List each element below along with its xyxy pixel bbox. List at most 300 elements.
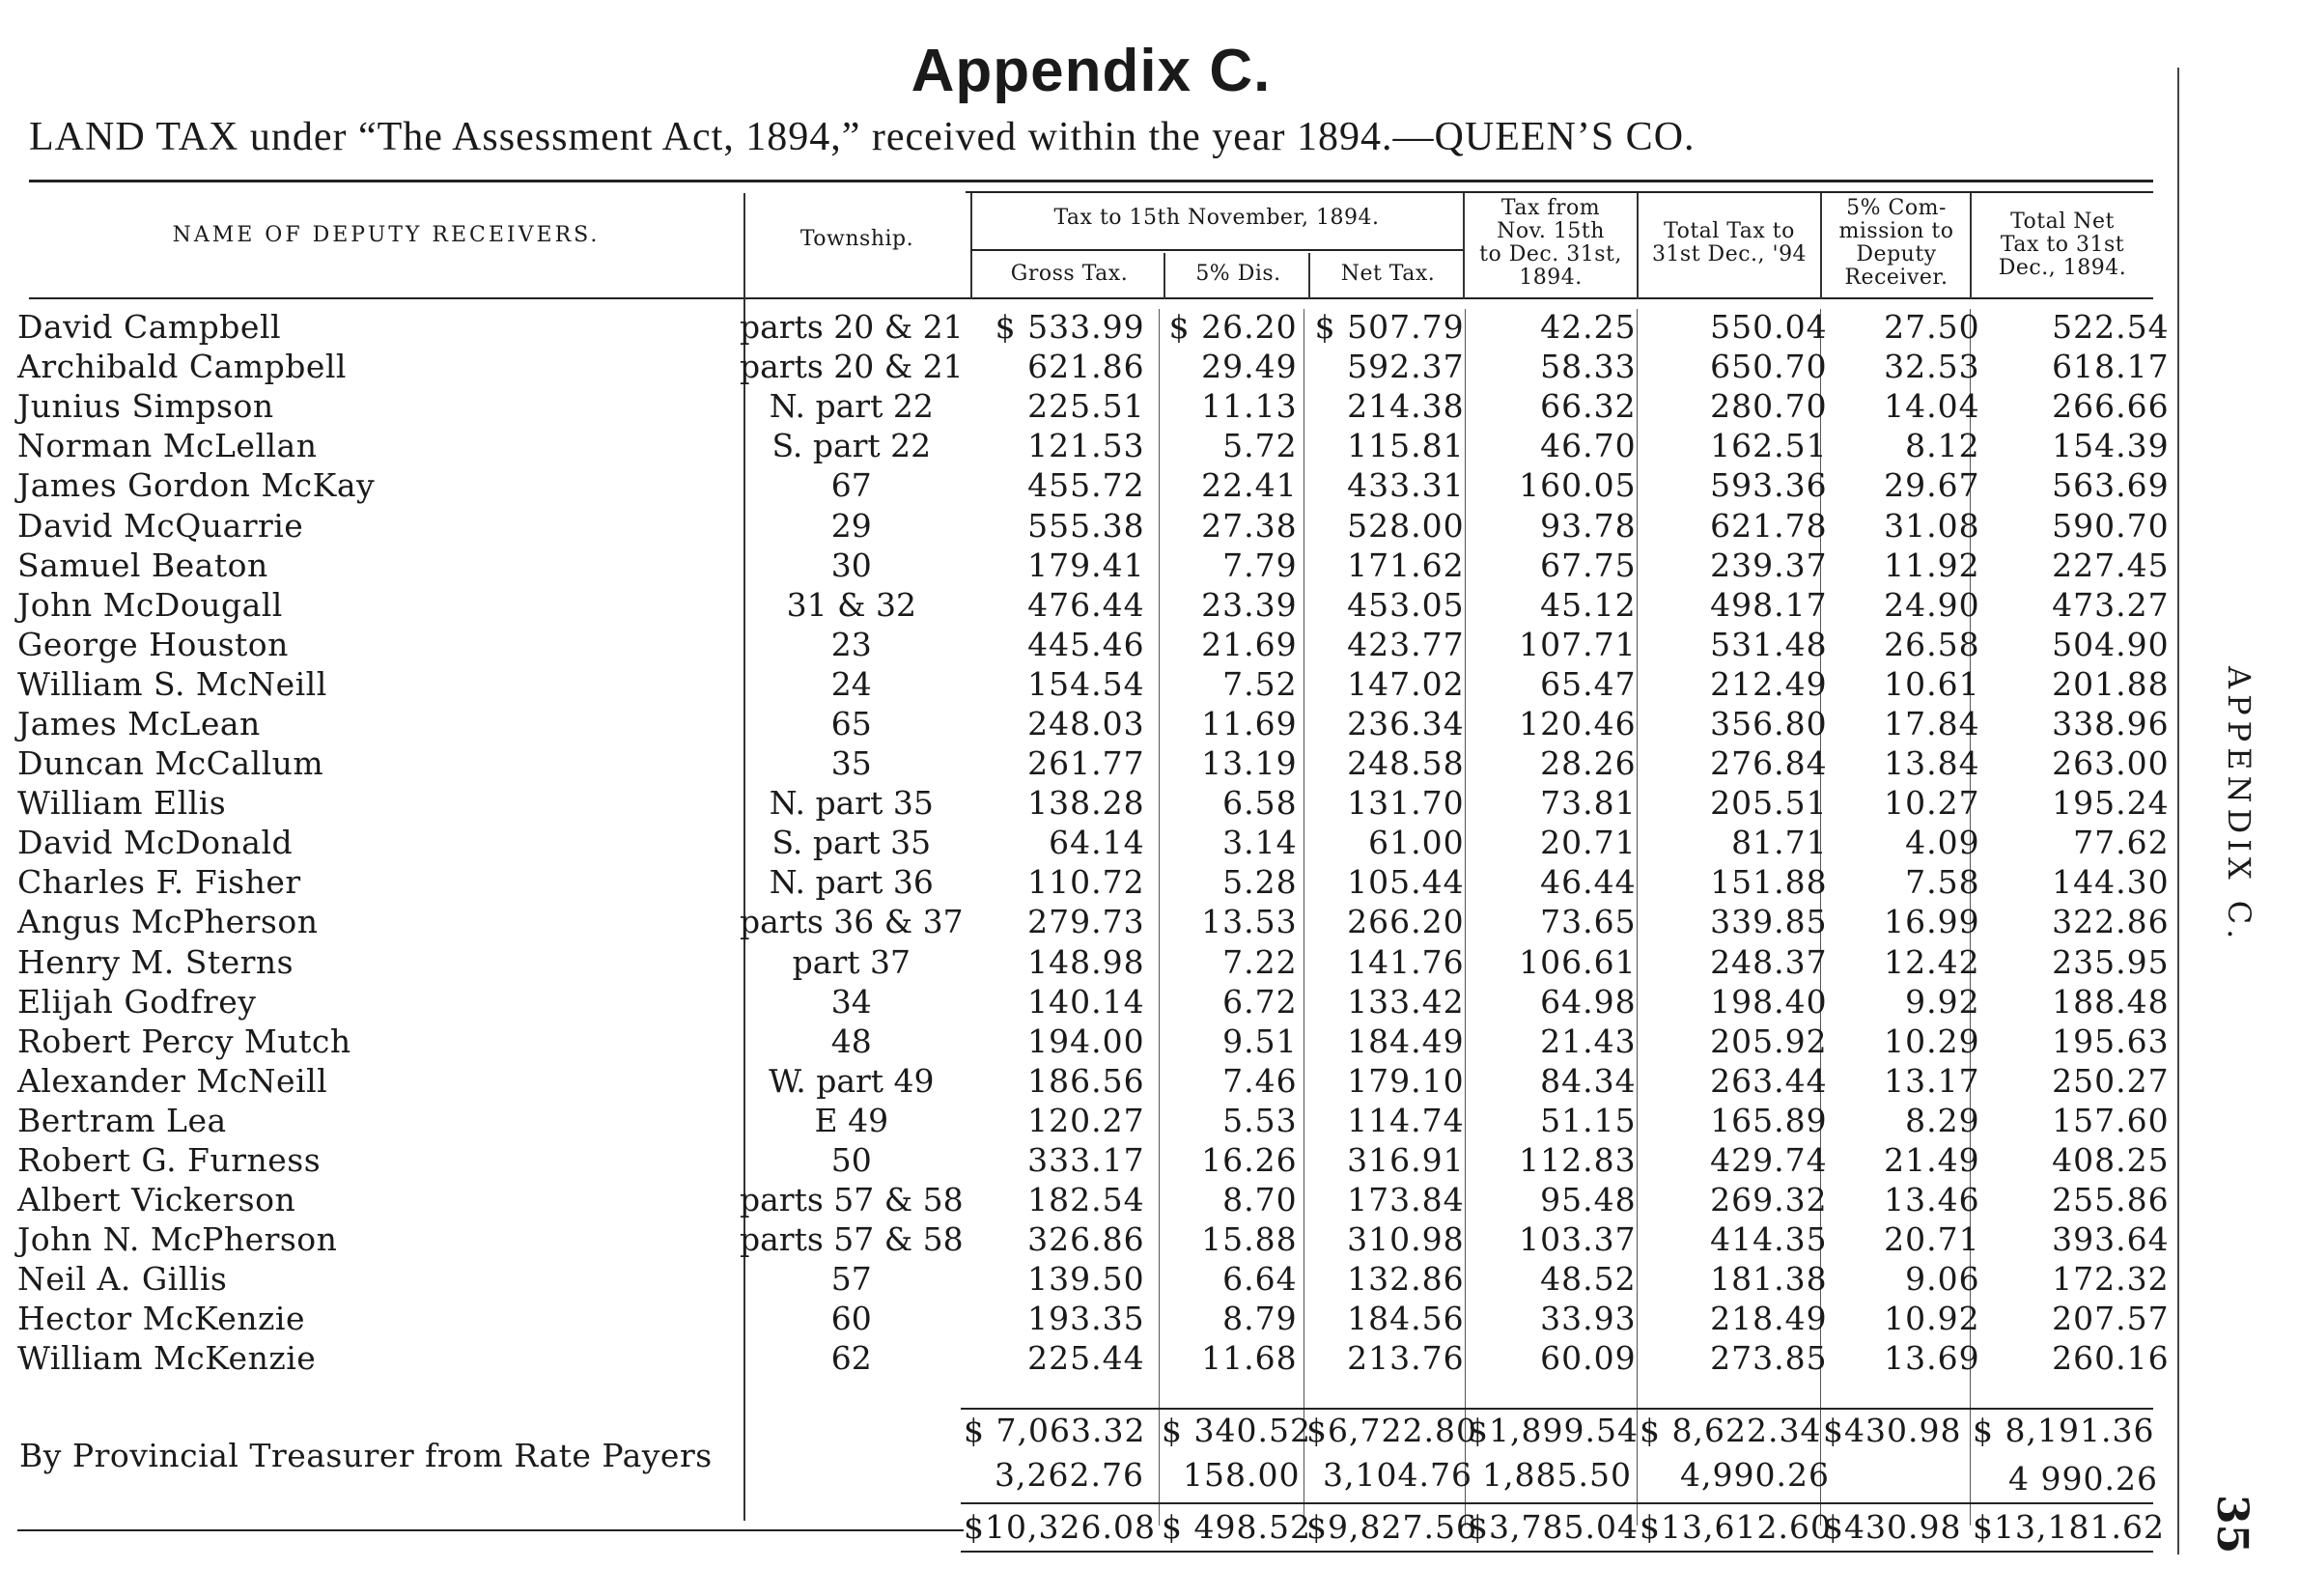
table-row [17,505,2177,545]
row-commission: 9.06 [1905,1260,1980,1299]
row-total: 593.36 [1710,466,1828,505]
row-net: 133.42 [1347,982,1465,1021]
table-row [17,862,2177,902]
row-name: William S. McNeill [17,664,327,703]
header-top-rule [29,180,2153,182]
row-dis: 23.39 [1201,585,1298,624]
row-gross: 154.54 [1027,664,1145,703]
row-total: 269.32 [1710,1181,1828,1219]
row-township: part 37 [792,942,911,981]
row-total-net: 473.27 [2052,585,2170,624]
row-from-nov: 20.71 [1540,824,1637,862]
row-commission: 26.58 [1884,625,1980,663]
provincial-total: 4,990.26 [1680,1456,1830,1494]
table-row [17,625,2177,664]
header-from-nov-line: Tax from [1500,196,1601,220]
row-dis: 22.41 [1201,466,1298,505]
row-from-nov: 160.05 [1519,466,1637,505]
row-total: 550.04 [1710,308,1828,347]
row-commission: 13.17 [1884,1061,1980,1100]
row-total-net: 250.27 [2052,1061,2170,1100]
col-divider [1970,193,1972,299]
row-net: 114.74 [1347,1101,1465,1139]
row-commission: 13.84 [1884,744,1980,783]
row-from-nov: 46.70 [1540,427,1637,465]
row-from-nov: 66.32 [1540,387,1637,426]
row-net: 184.56 [1347,1300,1465,1338]
col-divider [1164,253,1165,299]
row-total-net: 563.69 [2052,466,2170,505]
row-total-net: 618.17 [2052,348,2170,386]
row-net: 61.00 [1368,824,1465,862]
row-gross: 138.28 [1027,784,1145,823]
row-net: 433.31 [1347,466,1465,505]
row-net: $ 507.79 [1314,308,1465,347]
row-commission: 14.04 [1884,387,1980,426]
row-total: 498.17 [1710,585,1828,624]
row-total: 531.48 [1710,625,1828,663]
table-row [17,942,2177,982]
header-from-nov [1466,197,1636,290]
row-township: parts 20 & 21 [740,308,964,347]
row-total-net: 172.32 [2052,1260,2170,1299]
table-row [17,1338,2177,1378]
row-commission: 10.29 [1884,1022,1980,1060]
row-township: parts 57 & 58 [740,1181,964,1219]
grand-total-net: $9,827.56 [1306,1508,1477,1546]
row-dis: 7.79 [1222,546,1298,584]
row-total: 280.70 [1710,387,1828,426]
row-commission: 10.27 [1884,784,1980,823]
row-gross: 148.98 [1027,942,1145,981]
header-total-net [1973,210,2152,280]
grand-total-rule [961,1551,2153,1553]
row-from-nov: 46.44 [1540,863,1637,902]
table-row [17,426,2177,465]
row-total: 205.51 [1710,784,1828,823]
row-from-nov: 95.48 [1540,1181,1637,1219]
table-row [17,783,2177,823]
row-net: 423.77 [1347,625,1465,663]
row-gross: 225.44 [1027,1339,1145,1378]
table-row [17,823,2177,862]
row-township: W. part 49 [769,1061,935,1100]
row-name: Junius Simpson [17,387,274,426]
table-row [17,902,2177,941]
ledger-table [17,307,2177,1379]
ledger-body [17,307,2177,1379]
row-total: 248.37 [1710,942,1828,981]
row-gross: 555.38 [1027,506,1145,545]
page-subtitle: LAND TAX under “The Assessment Act, 1894,” received within the year 1894.—QUEEN’S CO. [29,115,1696,159]
table-row [17,982,2177,1022]
header-total-net-line: Total Net [2010,210,2115,234]
row-commission: 8.29 [1905,1101,1980,1139]
row-dis: 8.79 [1222,1300,1298,1338]
row-total-net: 77.62 [2073,824,2170,862]
row-net: 453.05 [1347,585,1465,624]
row-commission: 12.42 [1884,942,1980,981]
row-township: parts 57 & 58 [740,1220,964,1259]
header-gross: Gross Tax. [1010,262,1129,286]
row-township: 57 [830,1260,872,1299]
header-from-nov-line: 1894. [1519,266,1583,290]
provincial-rule [961,1502,2153,1504]
row-name: Archibald Campbell [17,348,347,386]
row-from-nov: 107.71 [1519,625,1637,663]
table-row [17,1022,2177,1061]
row-from-nov: 33.93 [1540,1300,1637,1338]
row-from-nov: 64.98 [1540,982,1637,1021]
subtotal-net: $6,722.80 [1306,1412,1477,1449]
row-from-nov: 60.09 [1540,1339,1637,1378]
row-gross: 248.03 [1027,704,1145,742]
row-total: 81.71 [1731,824,1828,862]
row-commission: 11.92 [1884,546,1980,584]
row-gross: 110.72 [1027,863,1145,902]
provincial-total-net: 4 990.26 [2008,1460,2158,1498]
row-township: N. part 35 [769,784,934,823]
table-row [17,347,2177,386]
row-total-net: 235.95 [2052,942,2170,981]
page-title: Appendix C. [911,38,1272,104]
row-commission: 10.92 [1884,1300,1980,1338]
row-total-net: 322.86 [2052,903,2170,941]
row-total-net: 338.96 [2052,704,2170,742]
row-name: William Ellis [17,784,227,823]
row-total: 276.84 [1710,744,1828,783]
row-dis: 6.58 [1222,784,1298,823]
row-commission: 13.69 [1884,1339,1980,1378]
header-dis: 5% Dis. [1195,262,1281,286]
row-commission: 24.90 [1884,585,1980,624]
row-net: 528.00 [1347,506,1465,545]
row-total-net: 144.30 [2052,863,2170,902]
row-township: 35 [830,744,872,783]
row-net: 173.84 [1347,1181,1465,1219]
row-dis: 27.38 [1201,506,1298,545]
provincial-from-nov: 1,885.50 [1482,1456,1632,1494]
row-from-nov: 21.43 [1540,1022,1637,1060]
row-from-nov: 103.37 [1519,1220,1637,1259]
row-from-nov: 28.26 [1540,744,1637,783]
row-dis: $ 26.20 [1168,308,1298,347]
row-name: Hector McKenzie [17,1300,305,1338]
row-from-nov: 48.52 [1540,1260,1637,1299]
row-gross: 445.46 [1027,625,1145,663]
subtotal-total-net: $ 8,191.36 [1973,1412,2155,1449]
row-total-net: 207.57 [2052,1300,2170,1338]
row-net: 147.02 [1347,664,1465,703]
row-net: 213.76 [1347,1339,1465,1378]
row-gross: $ 533.99 [995,308,1145,347]
table-row [17,704,2177,743]
row-from-nov: 84.34 [1540,1061,1637,1100]
row-total-net: 154.39 [2052,427,2170,465]
row-from-nov: 67.75 [1540,546,1637,584]
row-from-nov: 73.65 [1540,903,1637,941]
col-divider [1820,193,1822,299]
row-township: parts 36 & 37 [740,903,964,941]
header-total-line: Total Tax to [1664,219,1795,243]
header-bottom-rule [29,297,2153,299]
grand-total-total-net: $13,181.62 [1973,1508,2165,1546]
row-gross: 121.53 [1027,427,1145,465]
row-commission: 21.49 [1884,1141,1980,1180]
header-top-rule-2 [966,191,2153,193]
row-from-nov: 93.78 [1540,506,1637,545]
row-gross: 64.14 [1049,824,1145,862]
row-dis: 7.46 [1222,1061,1298,1100]
row-total: 162.51 [1710,427,1828,465]
row-total: 273.85 [1710,1339,1828,1378]
row-commission: 10.61 [1884,664,1980,703]
row-net: 214.38 [1347,387,1465,426]
row-commission: 7.58 [1905,863,1980,902]
row-gross: 225.51 [1027,387,1145,426]
row-name: John N. McPherson [17,1220,338,1259]
row-total-net: 590.70 [2052,506,2170,545]
grand-total-commission: $430.98 [1823,1508,1962,1546]
grand-total-dis: $ 498.52 [1162,1508,1311,1546]
row-name: Robert Percy Mutch [17,1022,351,1060]
row-name: Robert G. Furness [17,1141,322,1180]
table-row [17,1219,2177,1259]
row-total: 429.74 [1710,1141,1828,1180]
row-total: 151.88 [1710,863,1828,902]
row-township: 60 [830,1300,872,1338]
row-gross: 333.17 [1027,1141,1145,1180]
row-commission: 4.09 [1905,824,1980,862]
row-total: 218.49 [1710,1300,1828,1338]
header-total-net-line: Dec., 1894. [1998,256,2127,280]
row-gross: 182.54 [1027,1181,1145,1219]
table-row [17,743,2177,783]
row-total: 263.44 [1710,1061,1828,1100]
row-net: 316.91 [1347,1141,1465,1180]
grand-total-from-nov: $3,785.04 [1468,1508,1639,1546]
row-net: 115.81 [1347,427,1465,465]
header-commission [1823,197,1970,290]
header-commission-line: Receiver. [1844,266,1949,290]
header-township: Township. [799,227,914,251]
row-name: Duncan McCallum [17,744,324,783]
row-township: E 49 [814,1101,889,1139]
row-dis: 16.26 [1201,1141,1298,1180]
row-total-net: 201.88 [2052,664,2170,703]
table-row [17,1299,2177,1338]
row-total: 198.40 [1710,982,1828,1021]
row-commission: 32.53 [1884,348,1980,386]
row-total-net: 195.24 [2052,784,2170,823]
row-total: 650.70 [1710,348,1828,386]
row-township: 62 [830,1339,872,1378]
header-total-line: 31st Dec., '94 [1651,242,1808,266]
row-township: 23 [830,625,872,663]
table-row [17,664,2177,704]
row-total: 212.49 [1710,664,1828,703]
header-tax-group: Tax to 15th November, 1894. [1053,206,1380,230]
row-gross: 621.86 [1027,348,1145,386]
row-name: David Campbell [17,308,282,347]
row-dis: 13.53 [1201,903,1298,941]
row-net: 179.10 [1347,1061,1465,1100]
row-dis: 11.13 [1201,387,1298,426]
row-gross: 179.41 [1027,546,1145,584]
header-from-nov-line: to Dec. 31st, [1479,242,1622,266]
row-total: 621.78 [1710,506,1828,545]
provincial-label: By Provincial Treasurer from Rate Payers [19,1437,713,1474]
row-name: James Gordon McKay [17,466,376,505]
table-row [17,386,2177,426]
header-total [1640,220,1819,266]
col-divider [1637,193,1639,299]
row-total: 205.92 [1710,1022,1828,1060]
row-township: S. part 22 [771,427,932,465]
row-net: 184.49 [1347,1022,1465,1060]
row-gross: 139.50 [1027,1260,1145,1299]
row-name: William McKenzie [17,1339,317,1378]
row-total-net: 195.63 [2052,1022,2170,1060]
row-name: Charles F. Fisher [17,863,301,902]
row-net: 105.44 [1347,863,1465,902]
provincial-dis: 158.00 [1183,1456,1301,1494]
row-dis: 7.52 [1222,664,1298,703]
row-from-nov: 42.25 [1540,308,1637,347]
row-total-net: 263.00 [2052,744,2170,783]
row-total-net: 522.54 [2052,308,2170,347]
row-name: David McQuarrie [17,506,304,545]
row-township: N. part 36 [769,863,934,902]
row-gross: 455.72 [1027,466,1145,505]
side-running-head: APPENDIX C. [2221,666,2257,945]
row-total-net: 255.86 [2052,1181,2170,1219]
row-name: George Houston [17,625,289,663]
row-total-net: 266.66 [2052,387,2170,426]
row-from-nov: 120.46 [1519,704,1637,742]
table-row [17,1180,2177,1219]
row-total-net: 408.25 [2052,1141,2170,1180]
row-gross: 140.14 [1027,982,1145,1021]
header-commission-line: 5% Com- [1846,196,1947,220]
row-dis: 7.22 [1222,942,1298,981]
row-net: 592.37 [1347,348,1465,386]
header-from-nov-line: Nov. 15th [1497,219,1605,243]
row-dis: 15.88 [1201,1220,1298,1259]
row-commission: 29.67 [1884,466,1980,505]
row-gross: 193.35 [1027,1300,1145,1338]
row-total-net: 504.90 [2052,625,2170,663]
row-township: 50 [830,1141,872,1180]
row-gross: 476.44 [1027,585,1145,624]
row-from-nov: 65.47 [1540,664,1637,703]
row-dis: 29.49 [1201,348,1298,386]
row-total-net: 260.16 [2052,1339,2170,1378]
subtotal-from-nov: $1,899.54 [1468,1412,1639,1449]
row-township: 31 & 32 [786,585,916,624]
row-township: 48 [830,1022,872,1060]
row-name: Elijah Godfrey [17,982,257,1021]
row-dis: 8.70 [1222,1181,1298,1219]
row-dis: 5.72 [1222,427,1298,465]
row-township: 65 [830,704,872,742]
header-total-net-line: Tax to 31st [2000,233,2125,257]
footer-rule [17,1529,964,1531]
row-commission: 13.46 [1884,1181,1980,1219]
row-commission: 27.50 [1884,308,1980,347]
row-gross: 326.86 [1027,1220,1145,1259]
row-from-nov: 45.12 [1540,585,1637,624]
row-net: 131.70 [1347,784,1465,823]
row-name: Neil A. Gillis [17,1260,228,1299]
row-from-nov: 73.81 [1540,784,1637,823]
row-from-nov: 106.61 [1519,942,1637,981]
row-township: 67 [830,466,872,505]
subtotal-commission: $430.98 [1823,1412,1962,1449]
row-name: Bertram Lea [17,1101,227,1139]
row-gross: 261.77 [1027,744,1145,783]
row-dis: 13.19 [1201,744,1298,783]
row-gross: 194.00 [1027,1022,1145,1060]
grand-total-total: $13,612.60 [1640,1508,1832,1546]
row-gross: 279.73 [1027,903,1145,941]
table-row [17,465,2177,505]
row-township: 30 [830,546,872,584]
subtotal-rule [961,1408,2153,1410]
header-commission-line: Deputy [1856,242,1937,266]
row-name: Angus McPherson [17,903,319,941]
row-commission: 17.84 [1884,704,1980,742]
provincial-net: 3,104.76 [1323,1456,1472,1494]
row-dis: 11.69 [1201,704,1298,742]
table-row [17,585,2177,625]
header-commission-line: mission to [1838,219,1954,243]
row-commission: 20.71 [1884,1220,1980,1259]
tax-group-rule [970,249,1463,251]
row-total: 239.37 [1710,546,1828,584]
page-number: 35 [2207,1495,2257,1554]
row-township: parts 20 & 21 [740,348,964,386]
row-net: 132.86 [1347,1260,1465,1299]
row-township: 24 [830,664,872,703]
row-net: 236.34 [1347,704,1465,742]
col-divider [1308,253,1310,299]
row-net: 248.58 [1347,744,1465,783]
row-from-nov: 58.33 [1540,348,1637,386]
row-total: 356.80 [1710,704,1828,742]
row-name: John McDougall [17,585,283,624]
row-total-net: 227.45 [2052,546,2170,584]
provincial-gross: 3,262.76 [995,1456,1144,1494]
row-net: 266.20 [1347,903,1465,941]
row-name: Alexander McNeill [17,1061,328,1100]
row-from-nov: 112.83 [1519,1141,1637,1180]
row-total: 181.38 [1710,1260,1828,1299]
grand-total-gross: $10,326.08 [964,1508,1156,1546]
row-commission: 9.92 [1905,982,1980,1021]
table-row [17,1061,2177,1101]
col-divider [970,193,972,299]
row-township: 29 [830,506,872,545]
row-dis: 21.69 [1201,625,1298,663]
row-name: Samuel Beaton [17,546,268,584]
row-net: 171.62 [1347,546,1465,584]
row-from-nov: 51.15 [1540,1101,1637,1139]
table-row [17,307,2177,347]
row-dis: 6.64 [1222,1260,1298,1299]
header-name: NAME OF DEPUTY RECEIVERS. [172,223,601,247]
row-total: 165.89 [1710,1101,1828,1139]
